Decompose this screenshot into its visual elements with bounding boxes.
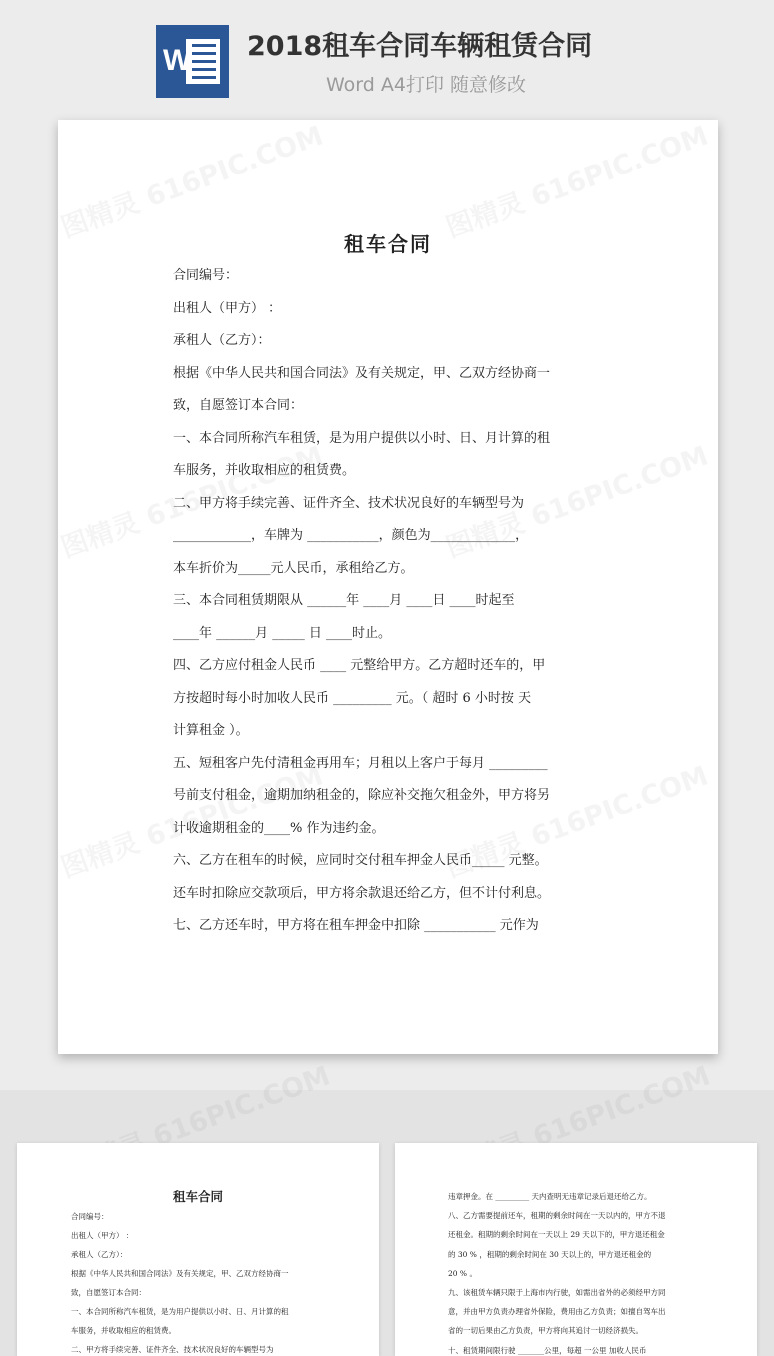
contract-line: 计算租金 ）。 bbox=[173, 723, 249, 738]
thumbnail-line: 还租金。租期的剩余时间在一天以上 29 天以下的，甲方退还租金 bbox=[448, 1230, 665, 1240]
watermark bbox=[440, 114, 713, 245]
contract-line: 一、本合同所称汽车租赁，是为用户提供以小时、日、月计算的租 bbox=[173, 430, 551, 446]
contract-title: 租车合同 bbox=[344, 232, 432, 256]
thumbnail-line: 意，并由甲方负责办理省外保险，费用由乙方负责；如擅自驾车出 bbox=[448, 1307, 666, 1317]
contract-line: 六、乙方在租车的时候，应同时交付租车押金人民币_____ 元整。 bbox=[173, 853, 548, 868]
contract-line: 计收逾期租金的____% 作为违约金。 bbox=[173, 820, 385, 836]
thumbnail-line: 合同编号： bbox=[71, 1212, 109, 1221]
document-page-preview bbox=[58, 120, 718, 1054]
thumbnail-line: 违章押金。在 _________ 天内查明无违章记录后退还给乙方。 bbox=[448, 1192, 652, 1201]
thumbnail-line: 十、租赁期间限行驶 _______公里，每超 一公里 加收人民币 bbox=[448, 1345, 647, 1355]
thumbnail-line: 承租人（乙方）： bbox=[71, 1250, 128, 1259]
thumbnail-line: 的 30 % ，租期的剩余时间在 30 天以上的，甲方退还租金的 bbox=[448, 1249, 652, 1259]
thumbnail-line: 一、本合同所称汽车租赁，是为用户提供以小时、日、月计算的租 bbox=[71, 1307, 289, 1316]
thumbnail-body bbox=[71, 1207, 289, 1356]
contract-line: 出租人（甲方） ： bbox=[173, 300, 282, 316]
thumbnail-line: 致，自愿签订本合同： bbox=[71, 1288, 146, 1297]
header-banner bbox=[0, 0, 774, 118]
page-subtitle: Word A4打印 随意修改 bbox=[326, 74, 527, 96]
thumbnail-body bbox=[448, 1187, 666, 1356]
contract-body bbox=[173, 260, 603, 943]
contract-line: 七、乙方还车时，甲方将在租车押金中扣除 ___________ 元作为 bbox=[173, 918, 539, 933]
contract-line: 根据《中华人民共和国合同法》及有关规定，甲、乙双方经协商一 bbox=[173, 365, 551, 381]
thumbnail-line: 20 % 。 bbox=[448, 1268, 477, 1278]
thumbnail-line: 根据《中华人民共和国合同法》及有关规定，甲、乙双方经协商一 bbox=[71, 1269, 289, 1278]
contract-line: 五、短租客户先付清租金再用车；月租以上客户于每月 _________ bbox=[173, 755, 548, 771]
thumbnail-line: 九、该租赁车辆只限于上海市内行驶，如需出省外的必须经甲方同 bbox=[448, 1288, 666, 1298]
page-thumbnail-2[interactable] bbox=[395, 1143, 757, 1356]
thumbnail-line: 省的一切后果由乙方负责，甲方将向其追讨一切经济损失。 bbox=[448, 1326, 643, 1336]
contract-line: 致，自愿签订本合同： bbox=[173, 398, 304, 413]
word-letter: W bbox=[163, 44, 192, 77]
contract-line: 车服务，并收取相应的租赁费。 bbox=[173, 463, 356, 478]
thumbnail-line: 出租人（甲方） ： bbox=[71, 1231, 134, 1240]
contract-line: 承租人（乙方）： bbox=[173, 333, 271, 348]
page-title: 2018租车合同车辆租赁合同 bbox=[247, 31, 593, 62]
contract-line: 还车时扣除应交款项后，甲方将余款退还给乙方，但不计付利息。 bbox=[173, 885, 551, 901]
contract-line: 四、乙方应付租金人民币 ____ 元整给甲方。乙方超时还车的，甲 bbox=[173, 658, 546, 673]
contract-line: 三、本合同租赁期限从 ______年 ____月 ____日 ____时起至 bbox=[173, 593, 515, 608]
thumbnail-line: 车服务，并收取相应的租赁费。 bbox=[71, 1326, 176, 1335]
thumbnail-title: 租车合同 bbox=[172, 1189, 223, 1204]
contract-line: 方按超时每小时加收人民币 _________ 元。（ 超时 6 小时按 天 bbox=[173, 690, 532, 706]
contract-line: 号前支付租金，逾期加纳租金的，除应补交拖欠租金外，甲方将另 bbox=[173, 788, 551, 803]
contract-line: ____________，车牌为 ___________，颜色为_____________， bbox=[173, 528, 529, 543]
thumbnail-line: 二、甲方将手续完善、证件齐全、技术状况良好的车辆型号为 bbox=[71, 1345, 274, 1354]
watermark bbox=[55, 114, 328, 245]
page-thumbnail-1[interactable] bbox=[17, 1143, 379, 1356]
contract-line: ____年 ______月 _____ 日 ____时止。 bbox=[173, 625, 392, 641]
contract-line: 本车折价为_____元人民币，承租给乙方。 bbox=[173, 560, 414, 576]
contract-line: 二、甲方将手续完善、证件齐全、技术状况良好的车辆型号为 bbox=[173, 495, 525, 511]
word-document-icon bbox=[156, 25, 229, 98]
contract-line: 合同编号： bbox=[173, 268, 239, 283]
thumbnail-line: 八、乙方需要提前还车，租期的剩余时间在一天以内的，甲方不退 bbox=[448, 1211, 666, 1221]
